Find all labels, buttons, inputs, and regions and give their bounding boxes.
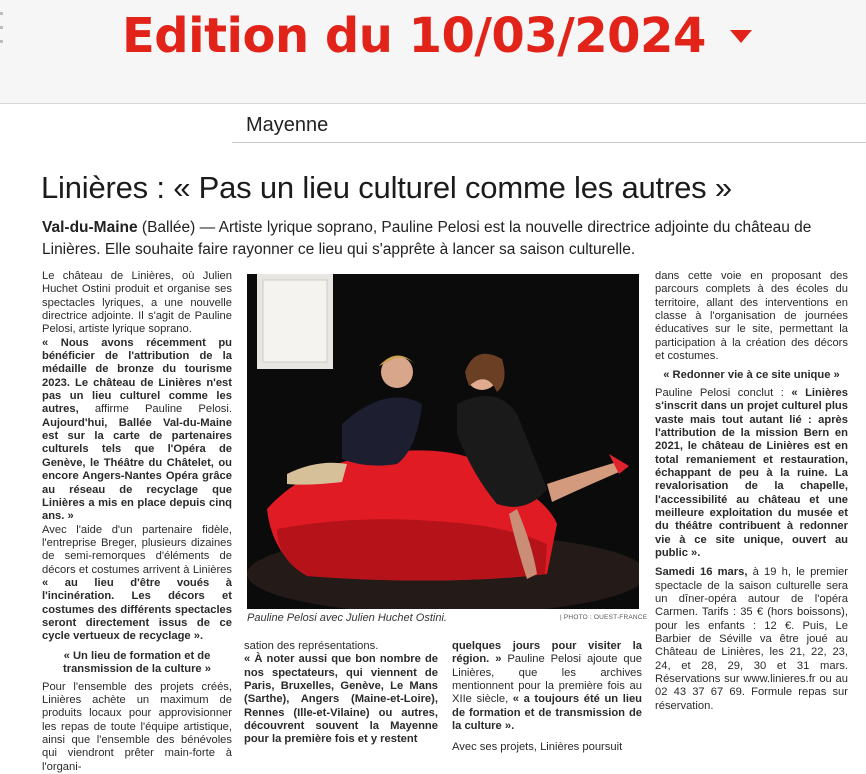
article-column-2 (244, 640, 438, 747)
paragraph: « Nous avons récemment pu bénéficier de l'attribution de la médaille de bronze du tourisme 2023. Le château de Linières n'est pas un lieu culturel comme les autres, affirme Pauline Pelosi. Aujourd'hui, Ballée Val-du-Maine est sur la carte de partenaires culturels tels que l'Opéra de Genève, le Théâtre du Châtelet, ou encore Angers-Nantes Opéra grâce au réseau de recyclage que Linières a mis en place depuis cinq ans. » (42, 336, 232, 523)
paragraph: Samedi 16 mars, à 19 h, le premier spectacle de la saison culturelle sera un dîner-opéra autour de l'opéra Carmen. Tarifs : 35 € (hors boissons), pour les enfants : 12 €. Puis, Le Barbier de Séville va être joué au Château de Linières, les 21, 22, 23, 24, et 28, 29, 30 et 31 mars. Réservations sur www.linieres.fr ou au 02 43 37 67 69. Formule repas sur réservation. (655, 566, 849, 712)
photo-caption: Pauline Pelosi avec Julien Huchet Ostini. (247, 612, 447, 624)
article-headline: Linières : « Pas un lieu culturel comme les autres » (41, 170, 732, 205)
paragraph: Pauline Pelosi conclut : « Linières s'inscrit dans un projet culturel plus vaste mais tout autant lié : après l'attribution de la mission Bern en 2021, le château de Linières est en total remaniement et restauration, échappant de peu à la ruine. La revalorisation de la chapelle, l'accessibilité au château et une meilleure exploitation du musée et du théâtre contribuent à redonner vie à ce site unique, ouvert au public ». (655, 386, 849, 560)
article-lead (42, 217, 842, 261)
menu-dots-icon[interactable] (0, 12, 4, 54)
subheading: « Un lieu de formation et de transmission de la culture » (63, 649, 211, 676)
subheading: « Redonner vie à ce site unique » (663, 369, 840, 382)
paragraph: Avec l'aide d'un partenaire fidèle, l'entreprise Breger, plusieurs dizaines de semi-remorques d'éléments de décors et costumes arrivent à Linières « au lieu d'être voués à l'incinération. Les décors et costumes des différents spectacles seront directement issus de ce cycle vertueux de recyclage ». (42, 523, 232, 643)
caret-down-icon[interactable] (730, 30, 752, 43)
article-photo (247, 274, 639, 609)
article-column-4 (655, 270, 848, 713)
paragraph: quelques jours pour visiter la région. » Pauline Pelosi ajoute que Linières, que les archives mentionnent pour la première fois au XIIe siècle, « a toujours été un lieu de formation et de transmission de la culture ». (452, 640, 643, 733)
lead-place-detail: (Ballée) (141, 219, 196, 236)
paragraph: sation des représentations. (244, 640, 379, 652)
paragraph: dans cette voie en proposant des parcours complets à des écoles du territoire, allant des interventions en classe à l'organisation de journées éducatives sur le site, permettant la participation à la création des décors et costumes. (655, 270, 848, 363)
lead-place: Val-du-Maine (42, 219, 138, 236)
paragraph: Pour l'ensemble des projets créés, Linières achète un maximum de produits locaux pour approvisionner les repas de toute l'équipe artistique, ainsi que l'ensemble des bénévoles qui viendront prêter main-forte à l'organi- (42, 680, 232, 773)
photo-credit: | PHOTO : OUEST-FRANCE (560, 614, 648, 621)
edition-selector[interactable]: Edition du 10/03/2024 (122, 8, 706, 64)
stage-scene-image (247, 274, 639, 609)
section-label: Mayenne (246, 114, 329, 136)
paragraph: « À noter aussi que bon nombre de nos spectateurs, qui viennent de Paris, Bruxelles, Genève, Le Mans (Sarthe), Angers (Maine-et-Loire), Rennes (Ille-et-Vilaine) ou autres, découvrent souvent la Mayenne pour la première fois et y restent (244, 653, 438, 746)
article-column-3 (452, 640, 642, 755)
edition-header (0, 0, 866, 104)
lead-text: — Artiste lyrique soprano, Pauline Pelosi est la nouvelle directrice adjointe du château de Linières. Elle souhaite faire rayonner ce lieu qui s'apprête à lancer sa saison culturelle. (42, 219, 812, 258)
article-column-1 (42, 270, 232, 774)
paragraph: Le château de Linières, où Julien Huchet Ostini produit et organise ses spectacles lyriques, a une nouvelle directrice adjointe. Il s'agit de Pauline Pelosi, artiste lyrique soprano. (42, 270, 232, 336)
paragraph: Avec ses projets, Linières poursuit (452, 741, 623, 754)
section-divider (232, 142, 866, 143)
